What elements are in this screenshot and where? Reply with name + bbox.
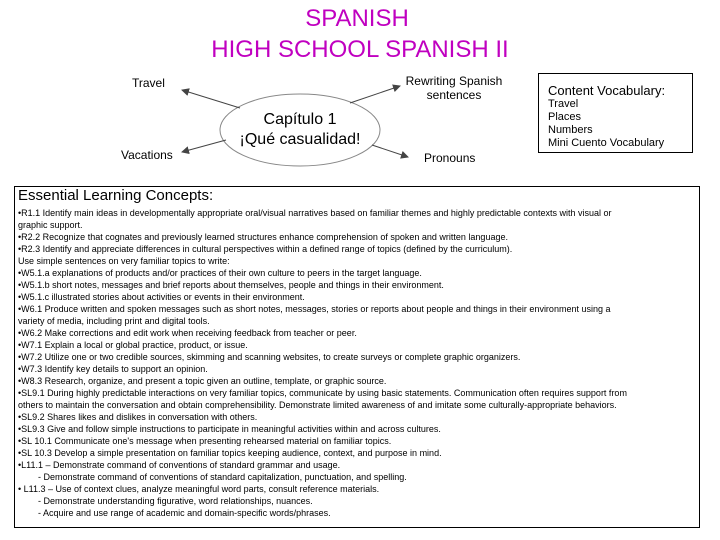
concept-line: others to maintain the conversation and obtain comprehensibility. Demonstrate limited awareness of and imitate some culturally-appropriate behaviors. xyxy=(18,400,617,410)
concept-line: •R2.3 Identify and appreciate differences in cultural perspectives within a defined range of topics (defined by the curriculum). xyxy=(18,244,513,254)
topic-travel: Travel xyxy=(132,76,165,90)
concept-line: •L11.1 – Demonstrate command of conventions of standard grammar and usage. xyxy=(18,460,341,470)
arrow-pronouns xyxy=(372,145,408,157)
topic-rewriting xyxy=(398,74,510,102)
concept-line: •W8.3 Research, organize, and present a topic given an outline, template, or graphic source. xyxy=(18,376,387,386)
concept-line: •W5.1.a explanations of products and/or practices of their own culture to peers in the target language. xyxy=(18,268,422,278)
concept-line: •W5.1.b short notes, messages and brief reports about themselves, people and things in their environment. xyxy=(18,280,444,290)
concept-line: •SL 10.3 Develop a simple presentation on familiar topics keeping audience, context, and purpose in mind. xyxy=(18,448,442,458)
topic-vacations: Vacations xyxy=(121,148,173,162)
chapter-title-line-1: Capítulo 1 xyxy=(263,111,337,128)
vocabulary-item: Travel xyxy=(548,98,579,110)
concept-line: variety of media, including print and digital tools. xyxy=(18,316,210,326)
arrow-rewriting xyxy=(350,86,400,103)
concept-line: graphic support. xyxy=(18,220,83,230)
page-title-line-1: SPANISH xyxy=(305,5,409,32)
concept-line: - Acquire and use range of academic and domain-specific words/phrases. xyxy=(18,508,331,518)
concept-line: •W5.1.c illustrated stories about activities or events in their environment. xyxy=(18,292,305,302)
concept-line: •W7.2 Utilize one or two credible sources, skimming and scanning websites, to create surveys or complete graphic organizers. xyxy=(18,352,521,362)
concept-line: - Demonstrate command of conventions of standard capitalization, punctuation, and spelling. xyxy=(18,472,407,482)
arrow-vacations xyxy=(182,140,226,152)
vocabulary-item: Numbers xyxy=(548,124,593,136)
essential-concepts-title: Essential Learning Concepts: xyxy=(18,187,214,204)
chapter-title xyxy=(223,110,377,150)
arrow-travel xyxy=(182,90,240,108)
topic-pronouns: Pronouns xyxy=(424,151,476,165)
essential-concepts-list xyxy=(18,207,696,519)
concept-line: •W6.2 Make corrections and edit work when receiving feedback from teacher or peer. xyxy=(18,328,357,338)
concept-line: •SL9.3 Give and follow simple instructions to participate in meaningful activities within and across cultures. xyxy=(18,424,441,434)
concept-line: • L11.3 – Use of context clues, analyze meaningful word parts, consult reference materials. xyxy=(18,484,380,494)
concept-line: •R1.1 Identify main ideas in developmentally appropriate oral/visual narratives based on familiar themes and highly predictable contexts with visual or xyxy=(18,208,612,218)
concept-line: •W7.1 Explain a local or global practice, product, or issue. xyxy=(18,340,248,350)
vocabulary-item: Places xyxy=(548,111,582,123)
vocabulary-list xyxy=(548,98,664,150)
concept-line: Use simple sentences on very familiar topics to write: xyxy=(18,256,230,266)
concept-line: •SL 10.1 Communicate one's message when presenting rehearsed material on familiar topics. xyxy=(18,436,392,446)
concept-line: •W6.1 Produce written and spoken messages such as short notes, messages, stories or reports about people and things in their environment using a xyxy=(18,304,611,314)
topic-rewriting-line-2: sentences xyxy=(426,88,482,102)
concept-line: - Demonstrate understanding figurative, word relationships, nuances. xyxy=(18,496,313,506)
concept-line: •R2.2 Recognize that cognates and previously learned structures enhance comprehension of spoken and written language. xyxy=(18,232,508,242)
chapter-title-line-2: ¡Qué casualidad! xyxy=(239,131,361,148)
vocabulary-title: Content Vocabulary: xyxy=(548,83,666,98)
topic-rewriting-line-1: Rewriting Spanish xyxy=(405,74,503,88)
vocabulary-item: Mini Cuento Vocabulary xyxy=(548,137,665,149)
page-title-line-2: HIGH SCHOOL SPANISH II xyxy=(211,36,509,63)
concept-line: •SL9.1 During highly predictable interactions on very familiar topics, communicate by using basic statements. Communication often requires support from xyxy=(18,388,627,398)
concept-line: •W7.3 Identify key details to support an opinion. xyxy=(18,364,208,374)
concept-line: •SL9.2 Shares likes and dislikes in conversation with others. xyxy=(18,412,258,422)
